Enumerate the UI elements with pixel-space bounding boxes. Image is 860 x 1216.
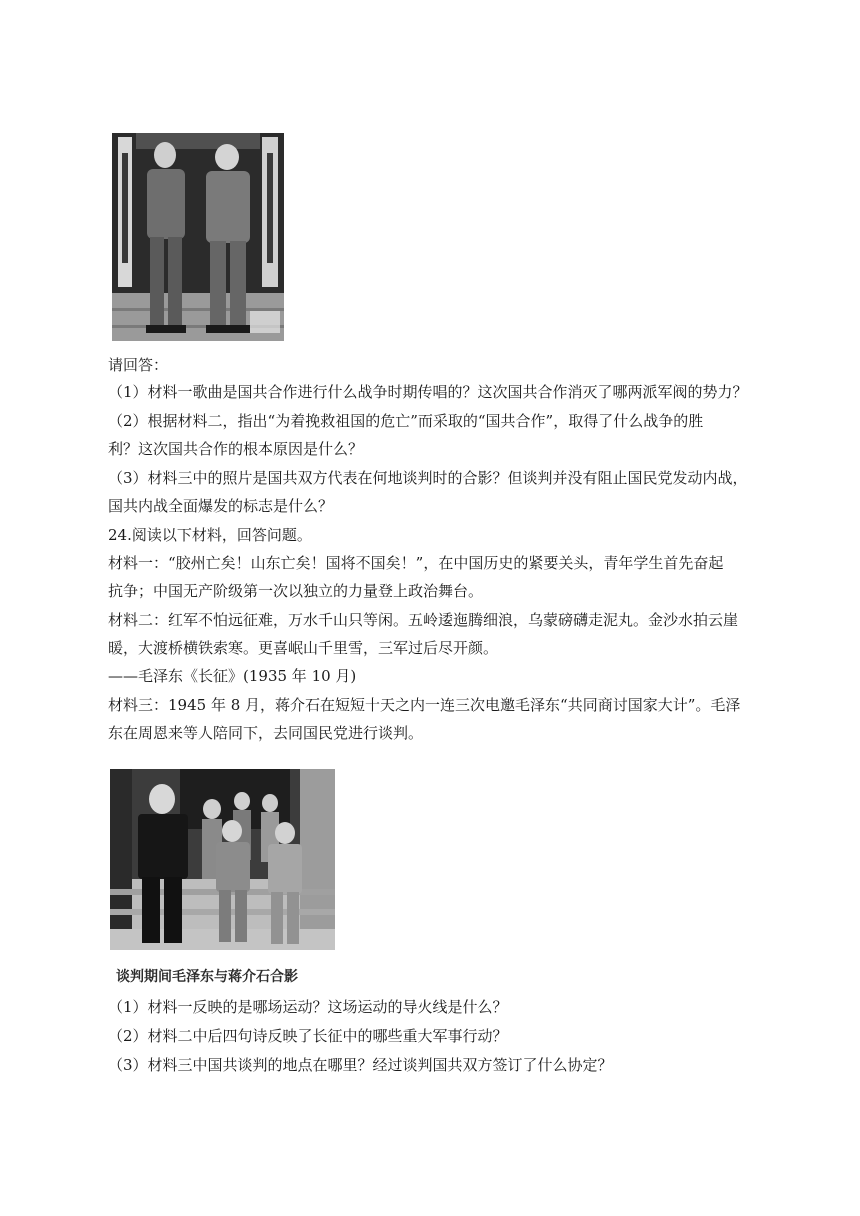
photo-caption: 谈判期间毛泽东与蒋介石合影 [116,969,298,985]
question-2-line1: （2）根据材料二，指出“为着挽救祖国的危亡”而采取的“国共合作”，取得了什么战争的胜 [108,412,704,430]
material3-line2: 东在周恩来等人陪同下，去同国民党进行谈判。 [108,724,424,742]
question-3-line2: 国共内战全面爆发的标志是什么？ [108,497,334,515]
material1-line1: 材料一：“胶州亡矣！山东亡矣！国将不国矣！”，在中国历史的紧要关头，青年学生首先奋起 [108,554,724,572]
material2-source: ——毛泽东《长征》(1935 年 10 月) [108,667,357,685]
photo-two-representatives [112,133,284,341]
material3-line1: 材料三：1945 年 8 月，蒋介石在短短十天之内一连三次电邀毛泽东“共同商讨国家大计”。毛泽 [108,696,741,714]
material2-line2: 暖，大渡桥横铁索寒。更喜岷山千里雪，三军过后尽开颜。 [108,639,499,657]
question-2-line2: 利？这次国共合作的根本原因是什么？ [108,440,364,458]
material2-line1: 材料二：红军不怕远征难，万水千山只等闲。五岭逶迤腾细浪，乌蒙磅礴走泥丸。金沙水拍云崖 [108,611,739,629]
question-2: （2）材料二中后四句诗反映了长征中的哪些重大军事行动？ [108,1027,508,1045]
prompt-text: 请回答： [108,356,169,374]
photo-negotiation-group [110,769,335,950]
material1-line2: 抗争；中国无产阶级第一次以独立的力量登上政治舞台。 [108,582,484,600]
question-1: （1）材料一歌曲是国共合作进行什么战争时期传唱的？这次国共合作消灭了哪两派军阀的势力？ [108,383,748,401]
question-3-line1: （3）材料三中的照片是国共双方代表在何地谈判时的合影？但谈判并没有阻止国民党发动内战， [108,469,748,487]
question-1: （1）材料一反映的是哪场运动？这场运动的导火线是什么？ [108,998,508,1016]
question-heading: 24.阅读以下材料，回答问题。 [108,526,312,544]
question-3: （3）材料三中国共谈判的地点在哪里？经过谈判国共双方签订了什么协定？ [108,1056,613,1074]
